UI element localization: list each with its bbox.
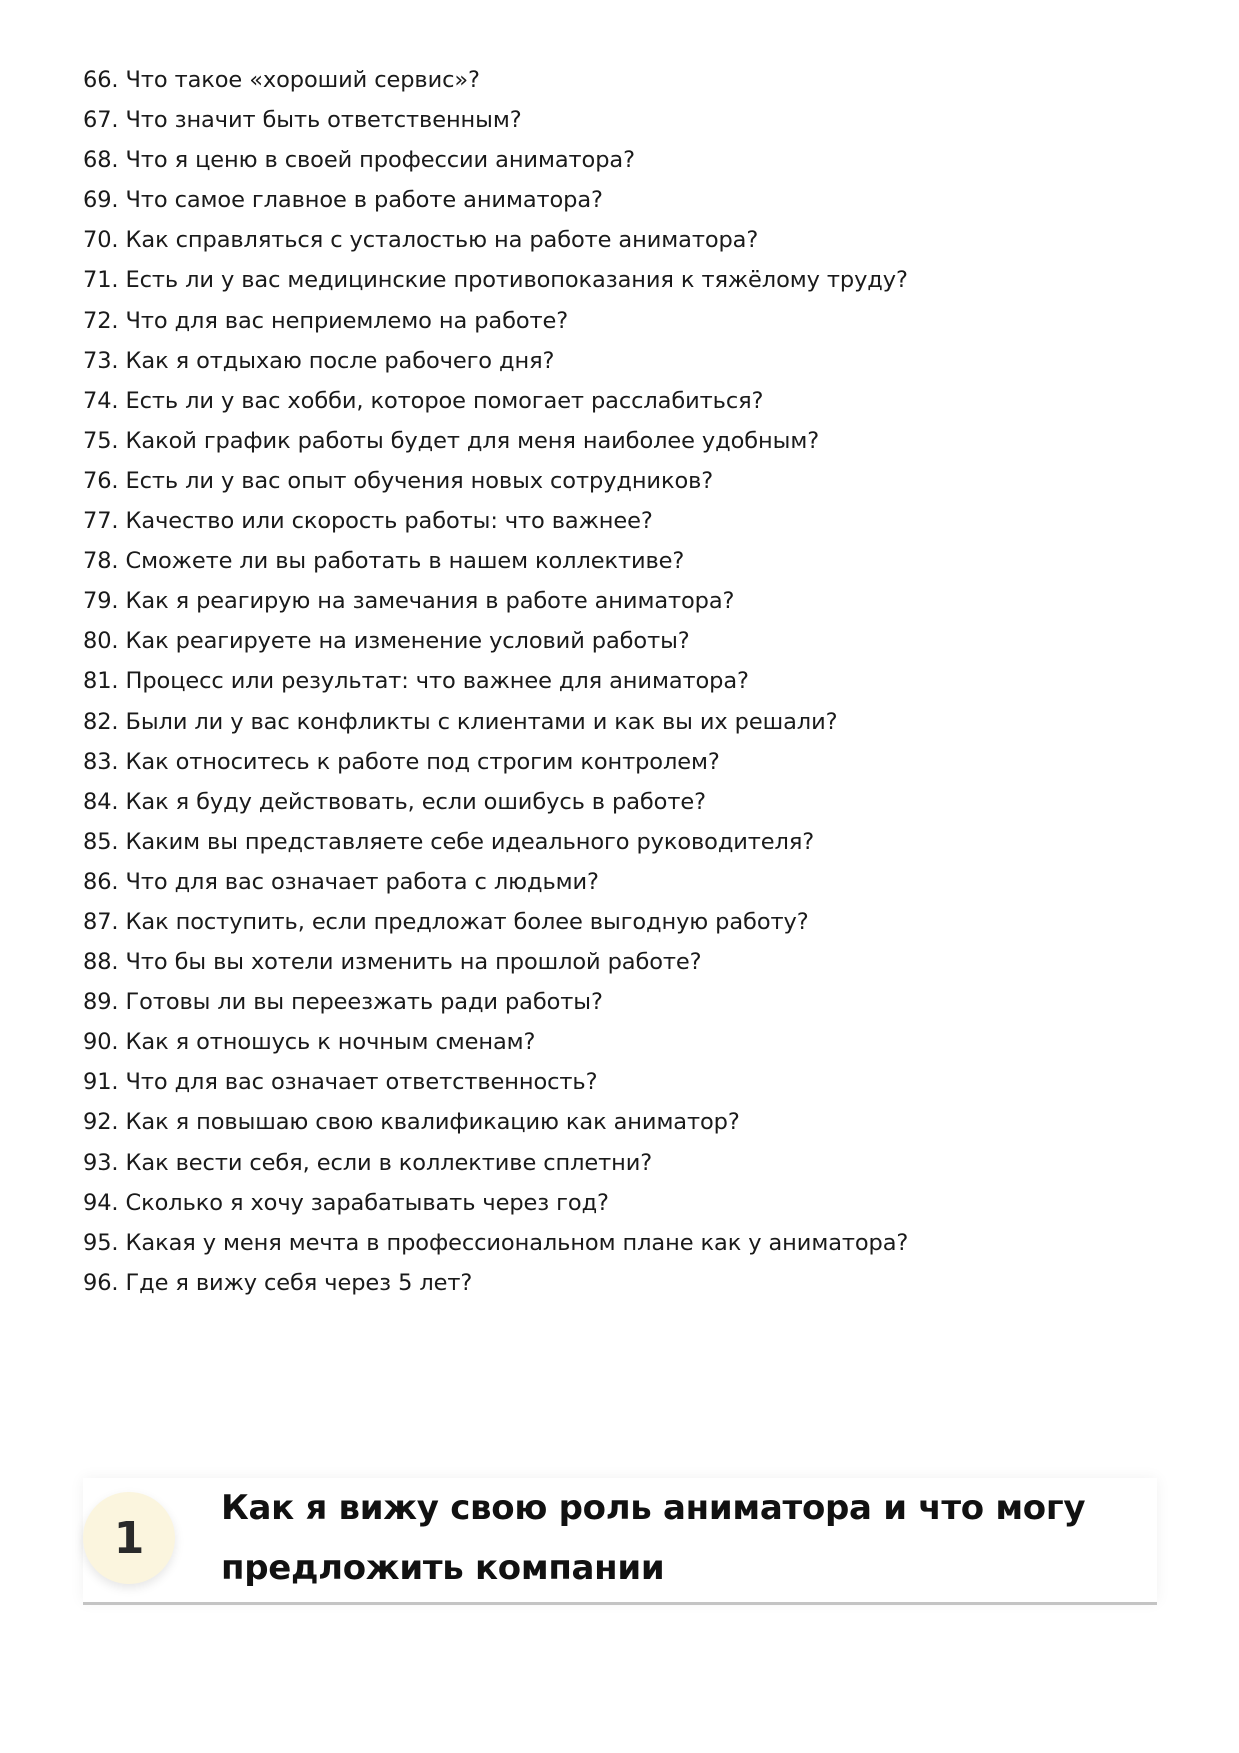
list-item: 94. Сколько я хочу зарабатывать через год? xyxy=(83,1189,609,1216)
list-item: 95. Какая у меня мечта в профессиональном плане как у аниматора? xyxy=(83,1229,909,1256)
section-title xyxy=(221,1478,1121,1598)
list-item: 72. Что для вас неприемлемо на работе? xyxy=(83,307,569,334)
list-item: 66. Что такое «хороший сервис»? xyxy=(83,67,480,93)
list-item: 71. Есть ли у вас медицинские противопоказания к тяжёлому труду? xyxy=(83,267,908,294)
list-item: 79. Как я реагирую на замечания в работе аниматора? xyxy=(83,588,735,615)
list-item: 67. Что значит быть ответственным? xyxy=(83,107,522,134)
list-item: 81. Процесс или результат: что важнее для аниматора? xyxy=(83,668,749,695)
list-item: 77. Качество или скорость работы: что важнее? xyxy=(83,508,653,535)
list-item: 89. Готовы ли вы переезжать ради работы? xyxy=(83,989,603,1016)
list-item: 83. Как относитесь к работе под строгим контролем? xyxy=(83,748,720,775)
list-item: 80. Как реагируете на изменение условий работы? xyxy=(83,628,690,655)
list-item: 76. Есть ли у вас опыт обучения новых сотрудников? xyxy=(83,467,714,494)
list-item: 73. Как я отдыхаю после рабочего дня? xyxy=(83,347,555,374)
list-item: 96. Где я вижу себя через 5 лет? xyxy=(83,1269,473,1296)
list-item: 90. Как я отношусь к ночным сменам? xyxy=(83,1029,536,1056)
list-item: 82. Были ли у вас конфликты с клиентами и как вы их решали? xyxy=(83,708,838,735)
list-item: 86. Что для вас означает работа с людьми? xyxy=(83,868,599,895)
section-title-line-1: Как я вижу свою роль аниматора и что могу xyxy=(221,1488,1086,1528)
section-divider xyxy=(83,1602,1157,1605)
list-item: 84. Как я буду действовать, если ошибусь в работе? xyxy=(83,788,706,815)
list-item: 70. Как справляться с усталостью на работе аниматора? xyxy=(83,227,759,254)
list-item: 69. Что самое главное в работе аниматора? xyxy=(83,187,603,214)
section-title-line-2: предложить компании xyxy=(221,1548,665,1588)
list-item: 91. Что для вас означает ответственность? xyxy=(83,1069,598,1096)
list-item: 75. Какой график работы будет для меня наиболее удобным? xyxy=(83,427,820,454)
question-list xyxy=(83,60,1083,1303)
list-item: 87. Как поступить, если предложат более выгодную работу? xyxy=(83,908,809,935)
list-item: 92. Как я повышаю свою квалификацию как аниматор? xyxy=(83,1109,740,1136)
section-header xyxy=(83,1478,1157,1604)
list-item: 68. Что я ценю в своей профессии аниматора? xyxy=(83,147,635,174)
list-item: 85. Каким вы представляете себе идеального руководителя? xyxy=(83,828,815,855)
section-number-badge: 1 xyxy=(83,1492,175,1584)
list-item: 93. Как вести себя, если в коллективе сплетни? xyxy=(83,1149,653,1176)
list-item: 74. Есть ли у вас хобби, которое помогает расслабиться? xyxy=(83,387,764,414)
list-item: 88. Что бы вы хотели изменить на прошлой работе? xyxy=(83,949,702,976)
list-item: 78. Сможете ли вы работать в нашем коллективе? xyxy=(83,548,685,575)
